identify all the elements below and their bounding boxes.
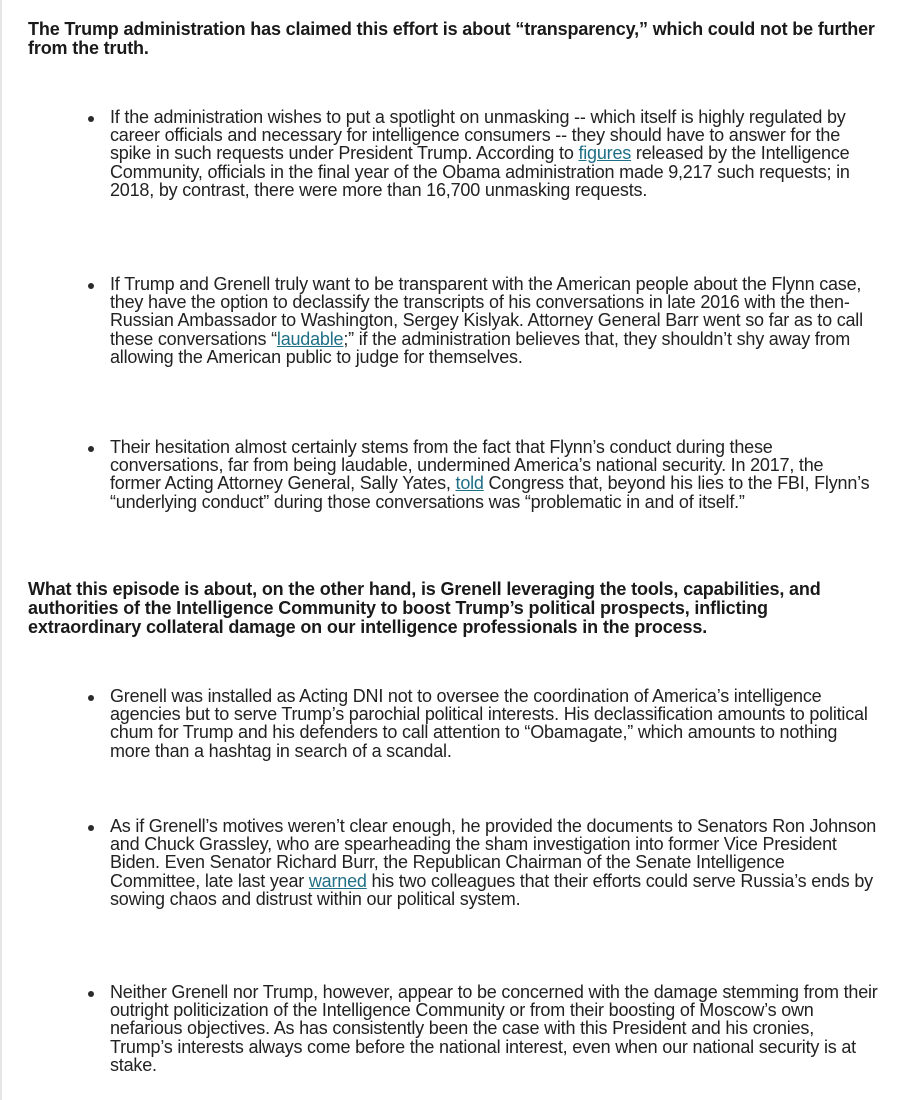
section-1-heading: The Trump administration has claimed this effort is about “transparency,” which could not be further from the truth. — [28, 19, 875, 58]
bullet-acting-dni — [88, 687, 878, 760]
bullet-dot — [88, 825, 94, 831]
bullet-unmasking — [88, 108, 878, 199]
told-link[interactable]: told — [455, 473, 484, 494]
bullet-dot — [88, 991, 94, 997]
bullet-dot — [88, 116, 94, 122]
bullet-text: Their hesitation almost certainly stems from the fact that Flynn’s conduct during these conversations, far from being laudable, undermined America’s national security. In 2017, the former Acting Attorney General, Sally Yates, told Congress that, beyond his lies to the FBI, Flynn’s “underlying conduct” during those conversations was “problematic in and of itself.” — [110, 437, 870, 512]
bullet-senators-documents — [88, 817, 878, 908]
bullet-declassify-transcripts — [88, 275, 878, 366]
bullet-text: Grenell was installed as Acting DNI not to oversee the coordination of America’s intelligence agencies but to serve Trump’s parochial political interests. His declassification amounts to political chum for Trump and his defenders to call attention to “Obamagate,” which amounts to nothing more than a hashtag in search of a scandal. — [110, 686, 868, 761]
bullet-dot — [88, 446, 94, 452]
bullet-text: Neither Grenell nor Trump, however, appear to be concerned with the damage stemming from their outright politicization of the Intelligence Community or from their boosting of Moscow’s own nefarious objectives. As has consistently been the case with this President and his cronies, Trump’s interests always come before the national interest, even when our national security is at stake. — [110, 982, 878, 1075]
bullet-text: If the administration wishes to put a spotlight on unmasking -- which itself is highly regulated by career officials and necessary for intelligence consumers -- they should have to answer for the spike in such requests under President Trump. According to figures released by the Intelligence Community, officials in the final year of the Obama administration made 9,217 such requests; in 2018, by contrast, there were more than 16,700 unmasking requests. — [110, 107, 850, 200]
bullet-dot — [88, 695, 94, 701]
section-2-heading: What this episode is about, on the other hand, is Grenell leveraging the tools, capabilities, and authorities of the Intelligence Community to boost Trump’s political prospects, inflicting extraordinary collateral damage on our intelligence professionals in the process. — [28, 579, 821, 637]
bullet-text: If Trump and Grenell truly want to be transparent with the American people about the Flynn case, they have the option to declassify the transcripts of his conversations in late 2016 with the then-Russian Ambassador to Washington, Sergey Kislyak. Attorney General Barr went so far as to call these conversations “laudable;” if the administration believes that, they shouldn’t shy away from allowing the American public to judge for themselves. — [110, 274, 863, 367]
bullet-dot — [88, 283, 94, 289]
bullet-text: As if Grenell’s motives weren’t clear enough, he provided the documents to Senators Ron Johnson and Chuck Grassley, who are spearheading the sham investigation into former Vice President Biden. Even Senator Richard Burr, the Republican Chairman of the Senate Intelligence Committee, late last year warned his two colleagues that their efforts could serve Russia’s ends by sowing chaos and distrust within our political system. — [110, 816, 877, 909]
figures-link[interactable]: figures — [578, 143, 632, 164]
laudable-link[interactable]: laudable — [276, 328, 344, 349]
bullet-national-interest — [88, 983, 878, 1074]
warned-link[interactable]: warned — [308, 870, 367, 891]
bullet-flynn-conduct — [88, 438, 878, 511]
